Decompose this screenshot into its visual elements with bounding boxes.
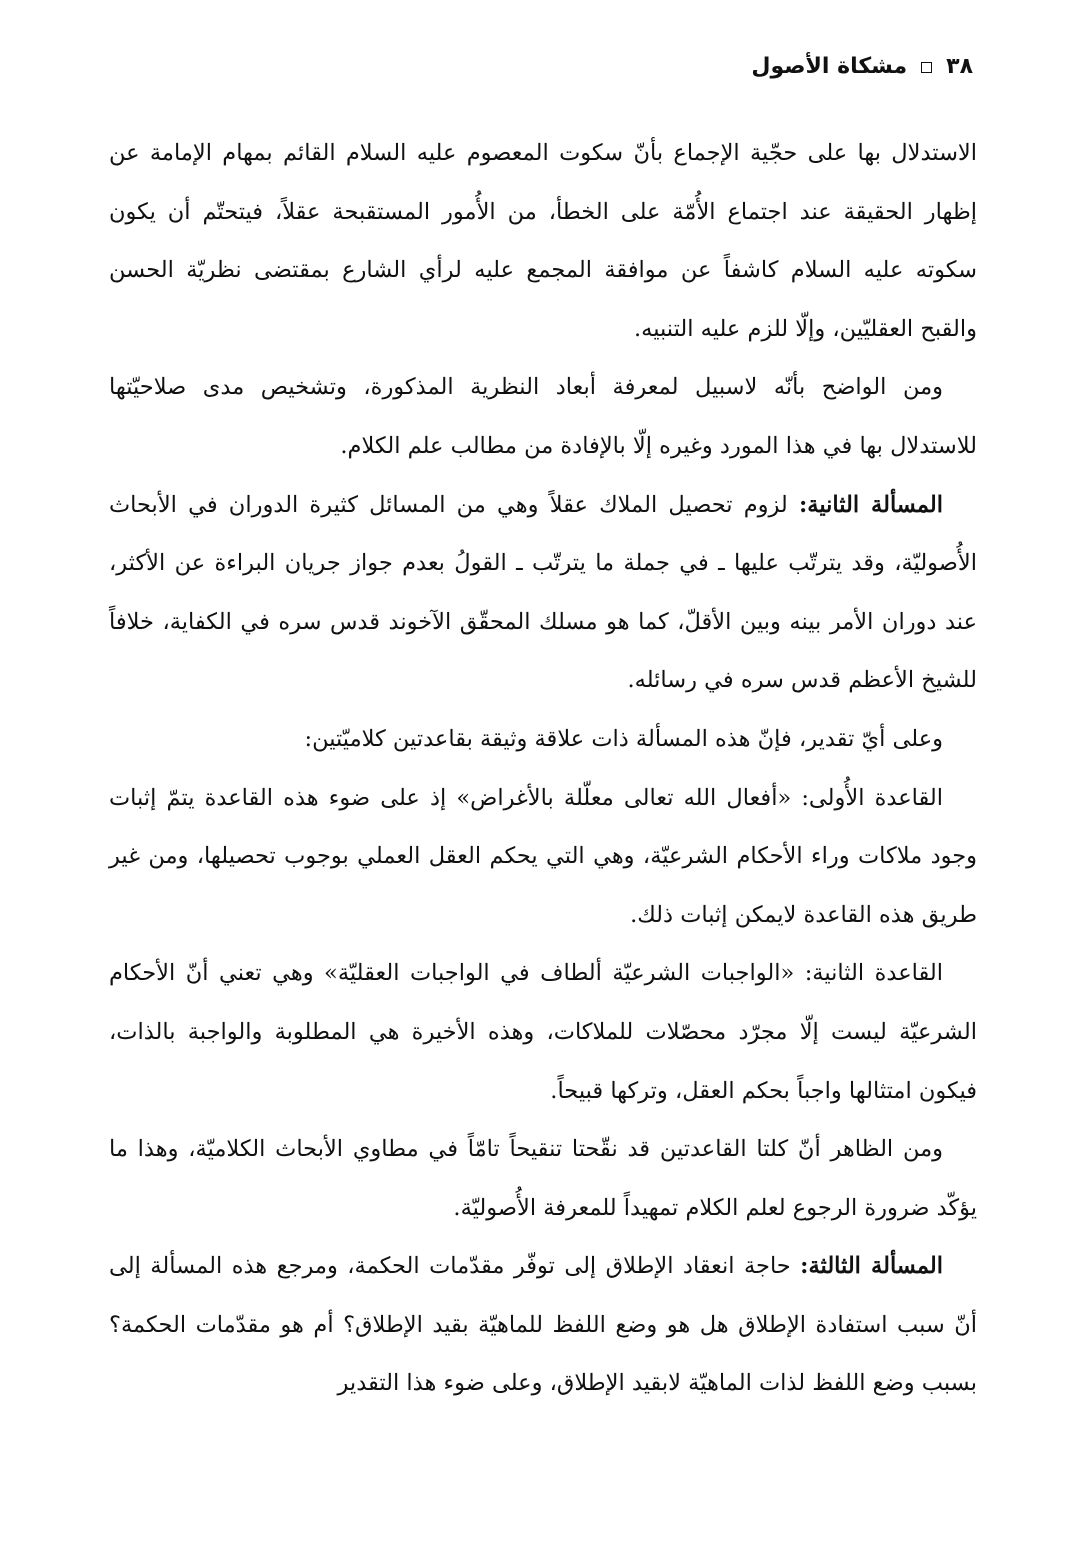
page-number: ٣٨: [946, 54, 973, 79]
body-text: [109, 124, 977, 1413]
paragraph: [109, 1120, 977, 1237]
paragraph: [109, 124, 977, 358]
paragraph-text: ومن الظاهر أنّ كلتا القاعدتين قد نقّحتا تنقيحاً تامّاً في مطاوي الأبحاث الكلاميّة، وهذا ما يؤكّد ضرورة الرجوع لعلم الكلام تمهيداً للمعرفة الأُصوليّة.: [109, 1136, 977, 1221]
paragraph: [109, 769, 977, 945]
paragraph-text: القاعدة الثانية: «الواجبات الشرعيّة ألطاف في الواجبات العقليّة» وهي تعني أنّ الأحكام الشرعيّة ليست إلّا مجرّد محصّلات للملاكات، وهذه الأخيرة هي المطلوبة والواجبة بالذات، فيكون امتثالها واجباً بحكم العقل، وتركها قبيحاً.: [109, 960, 977, 1104]
book-title: مشكاة الأصول: [751, 54, 908, 79]
paragraph-text: ومن الواضح بأنّه لاسبيل لمعرفة أبعاد النظرية المذكورة، وتشخيص مدى صلاحيّتها للاستدلال بها في هذا المورد وغيره إلّا بالإفادة من مطالب علم الكلام.: [109, 374, 977, 459]
paragraph: [109, 944, 977, 1120]
paragraph: [109, 476, 977, 710]
section-heading: المسألة الثانية:: [798, 491, 943, 518]
paragraph: [109, 710, 977, 769]
header-separator-square: [921, 62, 932, 73]
paragraph-text: القاعدة الأُولى: «أفعال الله تعالى معلّلة بالأغراض» إذ على ضوء هذه القاعدة يتمّ إثبات وجود ملاكات وراء الأحكام الشرعيّة، وهي التي يحكم العقل العملي بوجوب تحصيلها، ومن غير طريق هذه القاعدة لايمكن إثبات ذلك.: [109, 784, 977, 928]
running-header: [751, 52, 973, 82]
paragraph-text: الاستدلال بها على حجّية الإجماع بأنّ سكوت المعصوم عليه السلام القائم بمهام الإمامة عن إظهار الحقيقة عند اجتماع الأُمّة على الخطأ، من الأُمور المستقبحة عقلاً، فيتحتّم أن يكون سكوته عليه السلام كاشفاً عن موافقة المجمع عليه لرأي الشارع بمقتضى نظريّة الحسن والقبح العقليّين، وإلّا للزم عليه التنبيه.: [109, 140, 977, 342]
paragraph: [109, 1237, 977, 1413]
paragraph: [109, 358, 977, 475]
paragraph-text: حاجة انعقاد الإطلاق إلى توفّر مقدّمات الحكمة، ومرجع هذه المسألة إلى أنّ سبب استفادة الإطلاق هل هو وضع اللفظ للماهيّة بقيد الإطلاق؟ أم هو مقدّمات الحكمة؟ بسبب وضع اللفظ لذات الماهيّة لابقيد الإطلاق، وعلى ضوء هذا التقدير: [109, 1253, 977, 1397]
section-heading: المسألة الثالثة:: [800, 1253, 943, 1280]
paragraph-text: لزوم تحصيل الملاك عقلاً وهي من المسائل كثيرة الدوران في الأبحاث الأُصوليّة، وقد يترتّب عليها ـ في جملة ما يترتّب ـ القولُ بعدم جواز جريان البراءة عن الأكثر، عند دوران الأمر بينه وبين الأقلّ، كما هو مسلك المحقّق الآخوند قدس سره في الكفاية، خلافاً للشيخ الأعظم قدس سره في رسائله.: [109, 491, 977, 694]
paragraph-text: وعلى أيّ تقدير، فإنّ هذه المسألة ذات علاقة وثيقة بقاعدتين كلاميّتين:: [304, 725, 943, 752]
